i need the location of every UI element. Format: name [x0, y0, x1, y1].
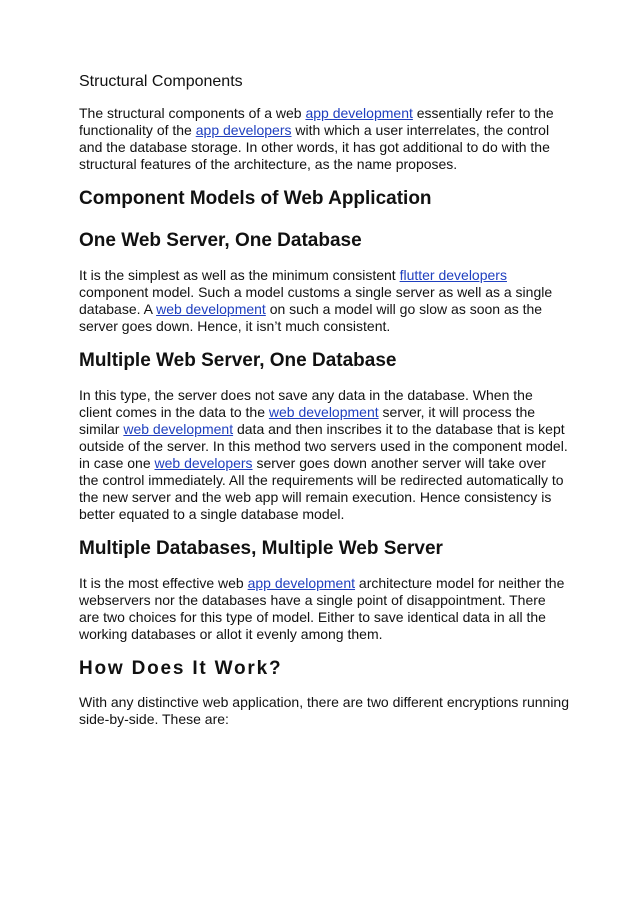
text-run: with which a user interrelates, the control and the database storage. In other words, it has got additional to do with the structural features of the architecture, as the name proposes. — [79, 122, 550, 172]
heading-how-it-works: How Does It Work? — [79, 658, 283, 679]
text-run: It is the most effective web — [79, 575, 248, 591]
heading-component-models: Component Models of Web Application — [79, 188, 432, 209]
web-developers-link[interactable]: web developers — [154, 455, 253, 471]
text-run: It is the simplest as well as the minimum consistent — [79, 267, 400, 283]
text-run: on such a model will go slow as soon as the server goes down. Hence, it isn’t much consistent. — [79, 301, 543, 334]
paragraph-multi-server — [79, 387, 569, 523]
flutter-developers-link[interactable]: flutter developers — [399, 267, 507, 283]
web-development-link[interactable]: web development — [268, 404, 379, 420]
paragraph-how-it-works: With any distinctive web application, there are two different encryptions running side-by-side. These are: — [79, 694, 570, 727]
document-page — [79, 72, 569, 728]
text-run: In this type, the server does not save any data in the database. When the client comes in the data to the — [79, 387, 533, 420]
heading-one-server-one-db: One Web Server, One Database — [79, 230, 362, 251]
text-run: The structural components of a web — [79, 105, 306, 121]
text-run: essentially refer to the functionality of the — [79, 105, 554, 138]
app-developers-link[interactable]: app developers — [195, 122, 292, 138]
web-development-link[interactable]: web development — [123, 421, 234, 437]
text-run: server, it will process the similar — [79, 404, 536, 437]
section-title: Structural Components — [79, 73, 243, 90]
text-run: server goes down another server will take over the control immediately. All the requirements will be redirected automatically to the new server and the web app will remain execution. Hence consistency is better equated to a single database model. — [79, 455, 564, 522]
text-run: data and then inscribes it to the database that is kept outside of the server. In this method two servers used in the component model. in case one — [79, 421, 568, 471]
intro-paragraph — [79, 105, 569, 173]
text-run: component model. Such a model customs a single server as well as a single database. A — [79, 284, 553, 317]
web-development-link[interactable]: web development — [156, 301, 266, 317]
heading-multi-db-multi-server: Multiple Databases, Multiple Web Server — [79, 538, 443, 559]
app-development-link[interactable]: app development — [305, 105, 413, 121]
paragraph-one-server — [79, 267, 569, 335]
paragraph-multi-db — [79, 575, 569, 643]
app-development-link[interactable]: app development — [247, 575, 356, 591]
text-run: architecture model for neither the webservers nor the databases have a single point of disappointment. There are two choices for this type of model. Either to save identical data in all the working databases or allot it evenly among them. — [79, 575, 565, 642]
heading-multi-server-one-db: Multiple Web Server, One Database — [79, 350, 397, 371]
